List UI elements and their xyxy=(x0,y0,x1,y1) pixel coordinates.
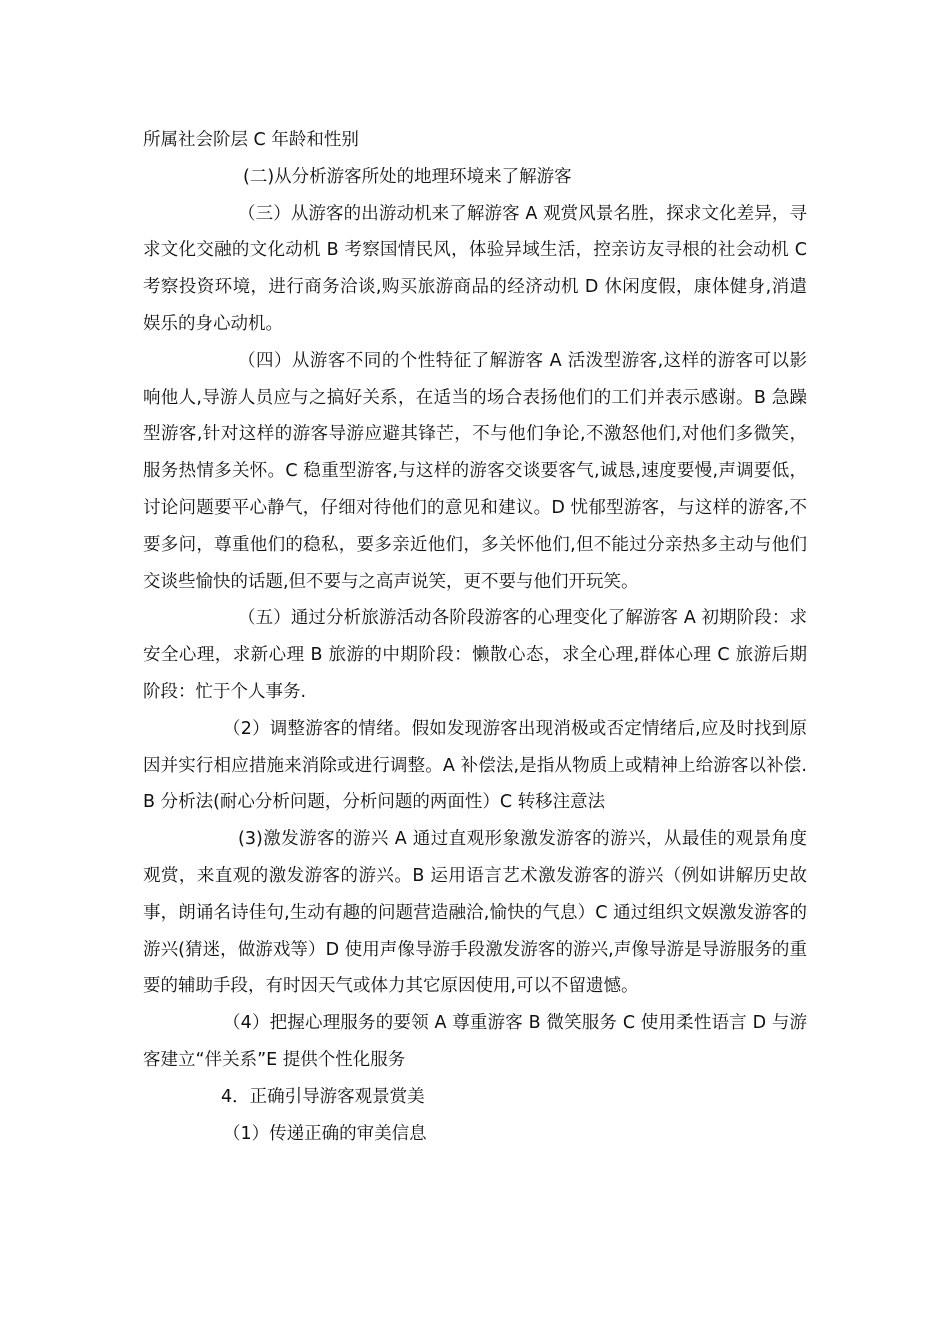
paragraph-travel-motivation: （三）从游客的出游动机来了解游客 A 观赏风景名胜，探求文化差异，寻求文化交融的文化动机 B 考察国情民风，体验异域生活，控亲访友寻根的社会动机 C 考察投资环境，进行商务洽谈,购买旅游商品的经济动机 D 休闲度假，康体健身,消遣娱乐的身心动机。 xyxy=(143,203,807,334)
paragraph-geographic-environment: (二)从分析游客所处的地理环境来了解游客 xyxy=(243,166,572,187)
paragraph-social-class-age: 所属社会阶层 C 年龄和性别 xyxy=(143,130,359,150)
paragraph-adjust-emotions: （2）调整游客的情绪。假如发现游客出现消极或否定情绪后,应及时找到原因并实行相应措施来消除或进行调整。A 补偿法,是指从物质上或精神上给游客以补偿.B 分析法(耐心分析问题，分析问题的两面性）C 转移注意法 xyxy=(143,718,807,813)
paragraph-service-essentials: （4）把握心理服务的要领 A 尊重游客 B 微笑服务 C 使用柔性语言 D 与游客建立“伴关系”E 提供个性化服务 xyxy=(143,1013,807,1070)
document-body xyxy=(143,122,807,1152)
paragraph-aesthetic-information: （1）传递正确的审美信息 xyxy=(223,1123,427,1144)
section-heading-guide-aesthetics: 4．正确引导游客观景赏美 xyxy=(221,1086,425,1107)
paragraph-personality-traits: （四）从游客不同的个性特征了解游客 A 活泼型游客,这样的游客可以影响他人,导游人员应与之搞好关系，在适当的场合表扬他们的工们并表示感谢。B 急躁型游客,针对这样的游客导游应避其锋芒，不与他们争论,不激怒他们,对他们多微笑，服务热情多关怀。C 稳重型游客,与这样的游客交谈要客气,诚恳,速度要慢,声调要低，讨论问题要平心静气，仔细对待他们的意见和建议。D 忧郁型游客，与这样的游客,不要多问，尊重他们的稳私，要多亲近他们，多关怀他们,但不能过分亲热多主动与他们交谈些愉快的话题,但不要与之高声说笑，更不要与他们开玩笑。 xyxy=(143,350,807,592)
paragraph-inspire-interest: (3)激发游客的游兴 A 通过直观形象激发游客的游兴，从最佳的观景角度观赏，来直观的激发游客的游兴。B 运用语言艺术激发游客的游兴（例如讲解历史故事，朗诵名诗佳句,生动有趣的问题营造融洽,愉快的气息）C 通过组织文娱激发游客的游兴(猜迷，做游戏等）D 使用声像导游手段激发游客的游兴,声像导游是导游服务的重要的辅助手段，有时因天气或体力其它原因使用,可以不留遗憾。 xyxy=(143,829,807,997)
paragraph-travel-stages: （五）通过分析旅游活动各阶段游客的心理变化了解游客 A 初期阶段：求安全心理，求新心理 B 旅游的中期阶段：懒散心态，求全心理,群体心理 C 旅游后期阶段：忙于个人事务. xyxy=(143,608,807,702)
